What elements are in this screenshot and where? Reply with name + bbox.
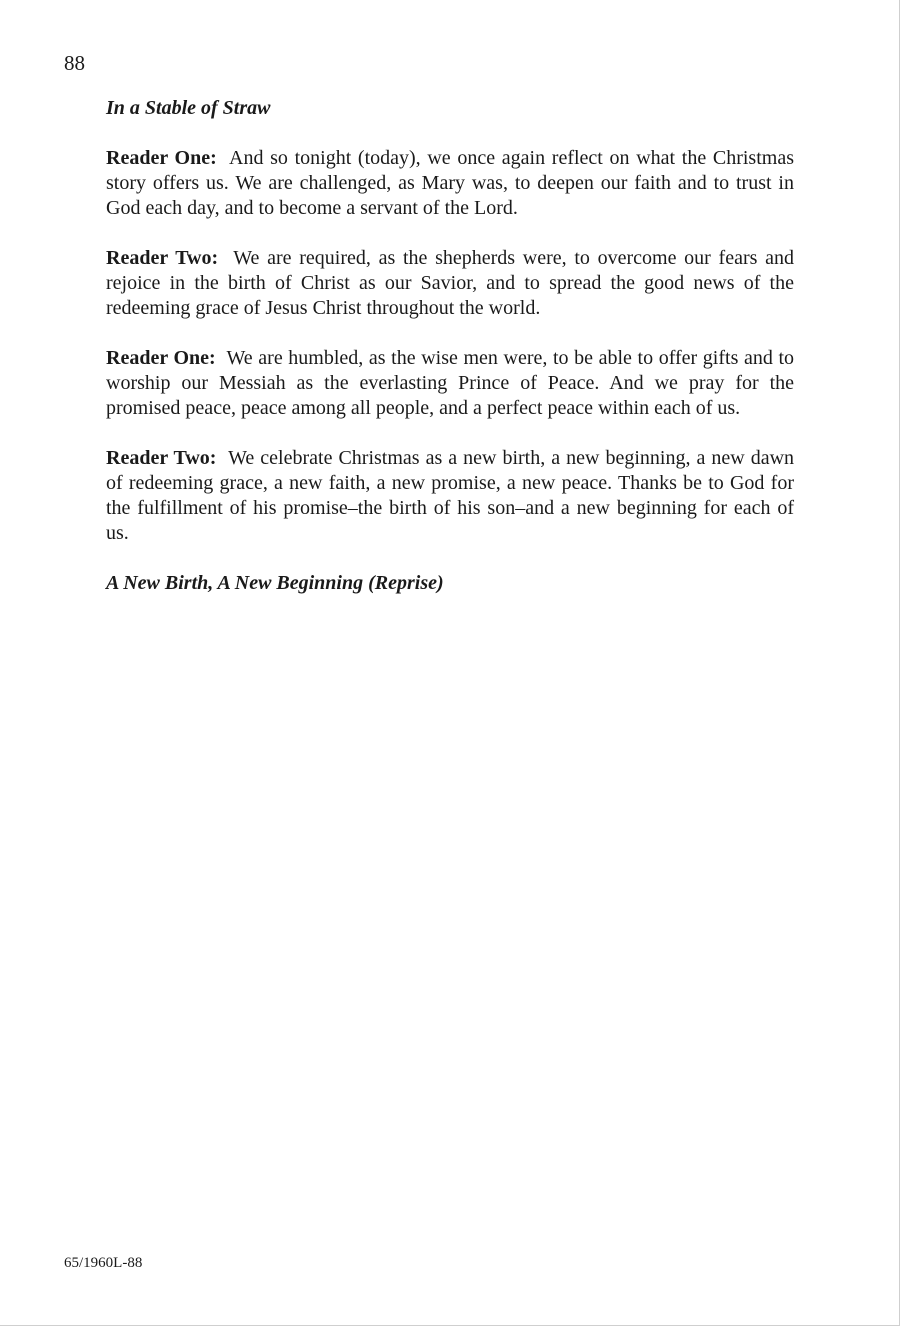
reading-text: We are required, as the shepherds were, to overcome our fears and rejoice in the birth of Christ as our Savior, and to spread the good news of the redeeming grace of Jesus Christ throughout the world. [106, 247, 795, 319]
section-heading-bottom: A New Birth, A New Beginning (Reprise) [106, 572, 444, 594]
speaker-label: Reader One: [106, 347, 216, 369]
page-content [106, 96, 794, 621]
reading-text: We are humbled, as the wise men were, to be able to offer gifts and to worship our Messiah as the everlasting Prince of Peace. And we pray for the promised peace, peace among all people, and a perfect peace within each of us. [106, 347, 795, 419]
page-number: 88 [64, 51, 85, 75]
reading-text: We celebrate Christmas as a new birth, a new beginning, a new dawn of redeeming grace, a new faith, a new promise, a new peace. Thanks be to God for the fulfillment of his promise–the birth of his son–and a new beginning for each of us. [106, 447, 795, 544]
footer-catalog-code: 65/1960L-88 [64, 1255, 143, 1271]
reading-paragraph [106, 446, 794, 546]
reading-paragraph [106, 346, 794, 421]
reading-paragraph [106, 246, 794, 321]
reading-paragraph [106, 146, 794, 221]
section-heading-top: In a Stable of Straw [106, 97, 271, 119]
reading-text: And so tonight (today), we once again reflect on what the Christmas story offers us. We are challenged, as Mary was, to deepen our faith and to trust in God each day, and to become a servant of the Lord. [106, 147, 794, 219]
speaker-label: Reader Two: [106, 247, 219, 269]
speaker-label: Reader One: [106, 147, 217, 169]
speaker-label: Reader Two: [106, 447, 217, 469]
